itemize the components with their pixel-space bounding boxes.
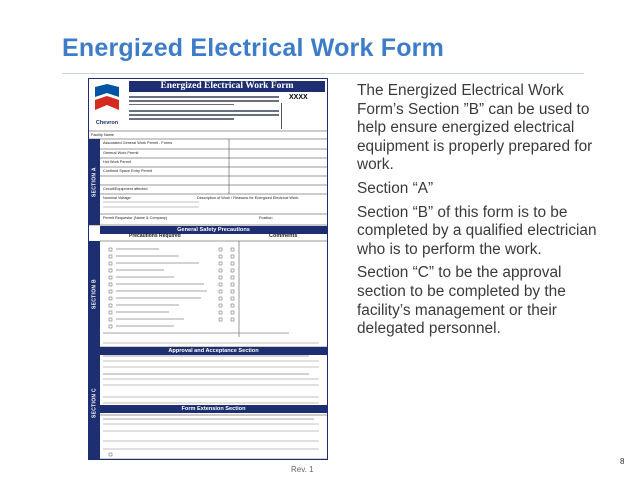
permit-requestor-label: Permit Requestor (Name & Company) xyxy=(103,216,168,220)
slide-body xyxy=(357,82,607,344)
form-grid xyxy=(89,79,327,459)
nominal-voltage-label: Nominal Voltage: xyxy=(103,196,132,200)
hot-work-permit-label: Hot Work Permit xyxy=(103,160,131,164)
section-a-tab: SECTION A xyxy=(89,139,100,225)
section-b-tab: SECTION B xyxy=(89,241,100,347)
extension-band: Form Extension Section xyxy=(100,405,327,413)
body-paragraph: The Energized Electrical Work Form’s Section ”B” can be used to help ensure energized electrical equipment is properly prepared for work. xyxy=(357,82,593,174)
body-paragraph: Section “C” to be the approval section to be completed by the facility’s management or their delegated personnel. xyxy=(357,264,566,338)
title-divider xyxy=(62,73,584,74)
body-paragraph: Section “A” xyxy=(357,179,434,197)
general-safety-band: General Safety Precautions xyxy=(100,226,327,234)
slide-title: Energized Electrical Work Form xyxy=(62,34,445,62)
logo-text: Chevron xyxy=(95,120,119,126)
approval-band: Approval and Acceptance Section xyxy=(100,347,327,355)
comments-label: Comments xyxy=(269,233,298,239)
position-label: Position xyxy=(259,216,273,220)
page-number: 8 xyxy=(620,457,625,466)
revision-label: Rev. 1 xyxy=(291,465,314,474)
confined-space-label: Confined Space Entry Permit xyxy=(103,169,152,173)
precautions-required-label: Precautions Required xyxy=(129,233,181,239)
associated-permit-label: Associated General Work Permit - Forms xyxy=(103,141,173,145)
description-label: Description of Work / Reasons for Energized Electrical Work: xyxy=(197,196,300,200)
form-number: XXXX xyxy=(289,94,308,101)
general-work-permit-label: General Work Permit xyxy=(103,151,139,155)
section-c-tab: SECTION C xyxy=(89,347,100,459)
form-title: Energized Electrical Work Form xyxy=(129,81,325,92)
body-paragraph: Section “B” of this form is to be completed by a qualified electrician who is to perform the work. xyxy=(357,203,597,258)
facility-name-label: Facility Name xyxy=(91,133,114,137)
energized-work-form-image xyxy=(88,78,328,460)
circuits-affected-label: Circuit/Equipment affected xyxy=(103,187,148,191)
